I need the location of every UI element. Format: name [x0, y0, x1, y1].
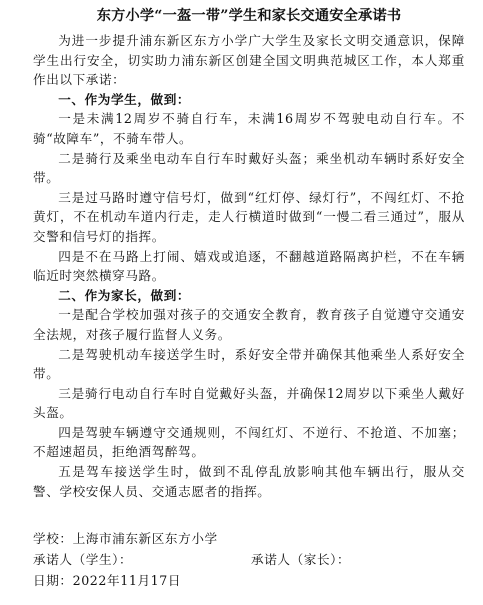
signature-line	[33, 549, 463, 570]
student-section	[33, 90, 465, 286]
school-line: 学校：上海市浦东新区东方小学	[33, 531, 218, 546]
parent-item-4: 四是驾驶车辆遵守交通规则，不闯红灯、不逆行、不抢道、不加塞；不超速超员，拒绝酒驾醉驾。	[33, 424, 465, 460]
student-signer-label: 承诺人（学生）：	[33, 552, 133, 567]
parent-signer-label: 承诺人（家长）：	[251, 552, 351, 567]
date-line: 日期：2022年11月17日	[33, 573, 182, 588]
parent-item-1: 一是配合学校加强对孩子的交通安全教育，教育孩子自觉遵守交通安全法规，对孩子履行监督人义务。	[33, 307, 465, 342]
intro-paragraph: 为进一步提升浦东新区东方小学广大学生及家长文明交通意识，保障学生出行安全，切实助力浦东新区创建全国文明典范城区工作，本人郑重作出以下承诺：	[33, 33, 465, 88]
parent-section-heading: 二、作为家长，做到：	[58, 287, 191, 303]
parent-item-5: 五是驾车接送学生时，做到不乱停乱放影响其他车辆出行，服从交警、学校安保人员、交通志愿者的指挥。	[33, 464, 465, 499]
parent-section	[33, 286, 465, 502]
student-section-heading: 一、作为学生，做到：	[58, 91, 191, 107]
student-item-4: 四是不在马路上打闹、嬉戏或追逐，不翻越道路隔离护栏，不在车辆临近时突然横穿马路。	[33, 248, 465, 284]
document-footer	[33, 528, 463, 591]
student-item-2: 二是骑行及乘坐电动车自行车时戴好头盔；乘坐机动车辆时系好安全带。	[33, 150, 465, 186]
parent-item-2: 二是驾驶机动车接送学生时，系好安全带并确保其他乘坐人系好安全带。	[33, 346, 465, 382]
student-item-1: 一是未满12周岁不骑自行车，未满16周岁不驾驶电动自行车。不骑“故障车”，不骑车带人。	[33, 111, 465, 146]
parent-item-3: 三是骑行电动自行车时自觉戴好头盔，并确保12周岁以下乘坐人戴好头盔。	[33, 385, 465, 421]
document-title: 东方小学“一盔一带”学生和家长交通安全承诺书	[96, 8, 402, 24]
student-item-3: 三是过马路时遵守信号灯，做到“红灯停、绿灯行”，不闯红灯、不抢黄灯，不在机动车道内行走，走人行横道时做到“一慢二看三通过”，服从交警和信号灯的指挥。	[33, 189, 465, 244]
